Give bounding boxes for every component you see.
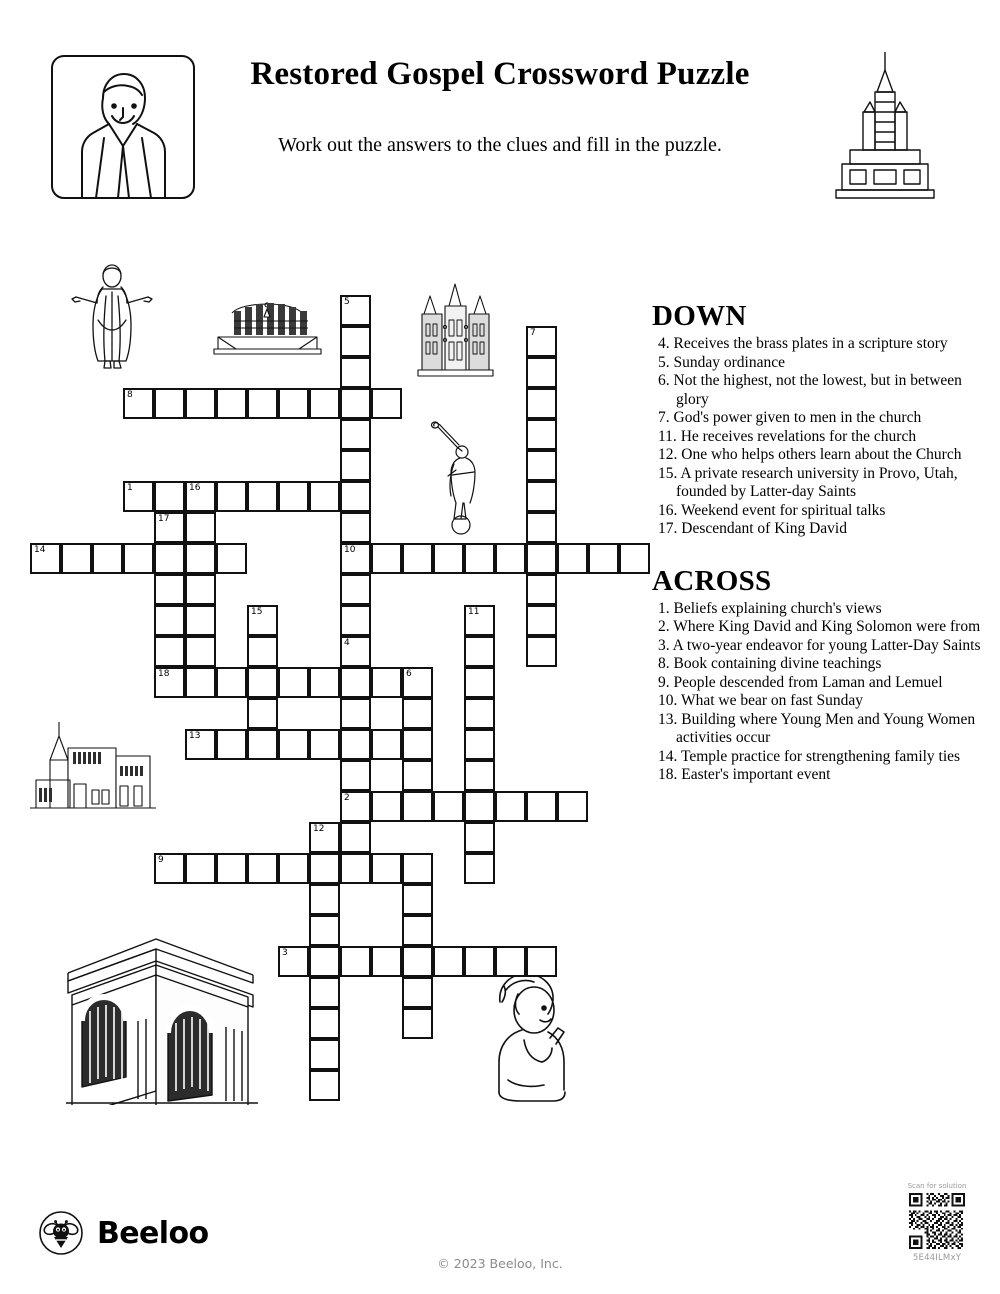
grid-cell[interactable] — [526, 388, 557, 419]
grid-cell[interactable] — [309, 667, 340, 698]
grid-cell[interactable] — [371, 791, 402, 822]
clue-text: One who helps others learn about the Church — [677, 446, 962, 463]
grid-cell[interactable] — [309, 1039, 340, 1070]
grid-cell[interactable] — [216, 543, 247, 574]
grid-cell[interactable] — [185, 543, 216, 574]
grid-cell[interactable] — [309, 853, 340, 884]
grid-cell[interactable] — [340, 450, 371, 481]
clue-number: 6. — [658, 372, 670, 389]
grid-cell[interactable] — [309, 977, 340, 1008]
grid-cell[interactable] — [402, 729, 433, 760]
bee-logo-icon — [38, 1210, 84, 1256]
grid-cell[interactable] — [495, 543, 526, 574]
grid-cell-start-15[interactable] — [247, 605, 278, 636]
clue-text: Descendant of King David — [677, 520, 847, 537]
clue-number: 2. — [658, 618, 670, 635]
grid-cell-number: 13 — [189, 731, 201, 741]
clue-text: Receives the brass plates in a scripture story — [669, 335, 948, 352]
grid-cell[interactable] — [526, 574, 557, 605]
grid-cell-number: 6 — [406, 669, 412, 679]
clue-text: Temple practice for strengthening family ties — [677, 747, 961, 765]
grid-cell[interactable] — [216, 388, 247, 419]
grid-cell[interactable] — [464, 791, 495, 822]
grid-cell[interactable] — [154, 388, 185, 419]
grid-cell[interactable] — [402, 884, 433, 915]
grid-cell[interactable] — [154, 543, 185, 574]
clue-item-down-17 — [650, 520, 990, 539]
clue-item-down-7 — [650, 409, 990, 428]
across-clue-list — [650, 600, 990, 785]
grid-cell[interactable] — [340, 760, 371, 791]
clue-item-down-5 — [650, 354, 990, 373]
clue-text: He receives revelations for the church — [676, 427, 917, 445]
grid-cell[interactable] — [309, 1070, 340, 1101]
clue-number: 11. — [658, 427, 677, 445]
clue-item-down-16 — [650, 502, 990, 521]
clue-item-across-13 — [650, 711, 990, 748]
grid-cell[interactable] — [340, 822, 371, 853]
grid-cell[interactable] — [526, 636, 557, 667]
grid-cell[interactable] — [92, 543, 123, 574]
jesus-christ-statue-icon — [62, 262, 162, 372]
grid-cell[interactable] — [402, 760, 433, 791]
clue-number: 17. — [658, 520, 678, 537]
clue-text: People descended from Laman and Lemuel — [669, 673, 943, 691]
clue-number: 1. — [658, 599, 670, 617]
grid-cell[interactable] — [340, 605, 371, 636]
grid-cell-start-12[interactable] — [309, 822, 340, 853]
clue-number: 9. — [658, 673, 670, 691]
clue-number: 7. — [658, 409, 670, 426]
grid-cell[interactable] — [557, 791, 588, 822]
grid-cell[interactable] — [495, 791, 526, 822]
clue-text: A private research university in Provo, Utah, founded by Latter-day Saints — [676, 464, 958, 500]
grid-cell[interactable] — [340, 481, 371, 512]
grid-cell[interactable] — [309, 946, 340, 977]
clue-text: Where King David and King Solomon were from — [669, 618, 981, 635]
grid-cell[interactable] — [526, 357, 557, 388]
grid-cell[interactable] — [278, 481, 309, 512]
grid-cell[interactable] — [371, 667, 402, 698]
grid-cell[interactable] — [340, 326, 371, 357]
grid-cell[interactable] — [402, 791, 433, 822]
grid-cell[interactable] — [433, 791, 464, 822]
grid-cell[interactable] — [340, 419, 371, 450]
conference-center-icon — [210, 295, 325, 355]
grid-cell[interactable] — [402, 1008, 433, 1039]
scan-for-solution-label: Scan for solution — [907, 1182, 967, 1190]
grid-cell[interactable] — [185, 667, 216, 698]
grid-cell-start-8[interactable] — [123, 388, 154, 419]
grid-cell-start-5[interactable] — [340, 295, 371, 326]
clue-text: Sunday ordinance — [669, 353, 785, 371]
clue-number: 4. — [658, 335, 670, 352]
clue-item-down-15 — [650, 465, 990, 502]
clue-item-across-10 — [650, 692, 990, 711]
grid-cell[interactable] — [340, 698, 371, 729]
grid-cell[interactable] — [340, 853, 371, 884]
clue-number: 18. — [658, 766, 678, 783]
grid-cell[interactable] — [278, 667, 309, 698]
grid-cell[interactable] — [371, 388, 402, 419]
grid-cell-number: 4 — [344, 638, 350, 648]
grid-cell-number: 10 — [344, 545, 356, 555]
grid-cell[interactable] — [371, 853, 402, 884]
clue-number: 16. — [658, 501, 678, 519]
grid-cell-start-9[interactable] — [154, 853, 185, 884]
grid-cell[interactable] — [402, 915, 433, 946]
salt-lake-temple-icon — [408, 282, 503, 392]
grid-cell[interactable] — [247, 729, 278, 760]
grid-cell[interactable] — [185, 636, 216, 667]
clue-text: Beliefs explaining church's views — [669, 599, 882, 617]
grid-cell-start-10[interactable] — [340, 543, 371, 574]
grid-cell-number: 9 — [158, 855, 164, 865]
down-heading: DOWN — [652, 300, 747, 332]
grid-cell[interactable] — [402, 853, 433, 884]
clue-text: God's power given to men in the church — [669, 409, 922, 426]
grid-cell[interactable] — [185, 853, 216, 884]
down-clue-list — [650, 335, 990, 539]
grid-cell-number: 12 — [313, 824, 325, 834]
grid-cell[interactable] — [309, 915, 340, 946]
grid-cell[interactable] — [185, 574, 216, 605]
across-heading: ACROSS — [652, 564, 772, 597]
grid-cell-number: 7 — [530, 328, 536, 338]
grid-cell[interactable] — [433, 946, 464, 977]
solution-qr-block — [892, 1182, 982, 1263]
grid-cell[interactable] — [464, 946, 495, 977]
grid-cell[interactable] — [123, 543, 154, 574]
grid-cell[interactable] — [278, 853, 309, 884]
grid-cell[interactable] — [278, 388, 309, 419]
grid-cell[interactable] — [340, 667, 371, 698]
grid-cell[interactable] — [278, 729, 309, 760]
grid-cell[interactable] — [216, 481, 247, 512]
grid-cell[interactable] — [309, 884, 340, 915]
grid-cell[interactable] — [340, 388, 371, 419]
clue-text: Building where Young Men and Young Women activities occur — [676, 710, 976, 746]
grid-cell-number: 14 — [34, 545, 46, 555]
clue-text: A two-year endeavor for young Latter-Day Saints — [669, 636, 981, 654]
grid-cell[interactable] — [309, 729, 340, 760]
grid-cell[interactable] — [464, 729, 495, 760]
grid-cell[interactable] — [340, 946, 371, 977]
grid-cell[interactable] — [464, 760, 495, 791]
grid-cell-number: 16 — [189, 483, 201, 493]
grid-cell-start-1[interactable] — [123, 481, 154, 512]
grid-cell[interactable] — [526, 481, 557, 512]
grid-cell[interactable] — [526, 450, 557, 481]
grid-cell[interactable] — [402, 698, 433, 729]
grid-cell[interactable] — [402, 543, 433, 574]
grid-cell[interactable] — [61, 543, 92, 574]
grid-cell[interactable] — [526, 512, 557, 543]
grid-cell-start-6[interactable] — [402, 667, 433, 698]
grid-cell[interactable] — [526, 419, 557, 450]
copyright-text: © 2023 Beeloo, Inc. — [437, 1256, 563, 1271]
visitors-center-icon — [58, 925, 263, 1105]
grid-cell[interactable] — [185, 605, 216, 636]
grid-cell[interactable] — [588, 543, 619, 574]
brand-logo — [38, 1210, 208, 1256]
grid-cell[interactable] — [340, 357, 371, 388]
grid-cell[interactable] — [247, 636, 278, 667]
grid-cell[interactable] — [309, 481, 340, 512]
grid-cell[interactable] — [340, 512, 371, 543]
grid-cell[interactable] — [216, 729, 247, 760]
grid-cell[interactable] — [371, 946, 402, 977]
clue-item-down-11 — [650, 428, 990, 447]
page-title: Restored Gospel Crossword Puzzle — [250, 56, 750, 92]
grid-cell-number: 3 — [282, 948, 288, 958]
clue-text: Weekend event for spiritual talks — [677, 501, 886, 519]
grid-cell[interactable] — [185, 388, 216, 419]
grid-cell-number: 15 — [251, 607, 263, 617]
clue-number: 15. — [658, 464, 678, 482]
grid-cell[interactable] — [216, 853, 247, 884]
grid-cell-start-11[interactable] — [464, 605, 495, 636]
grid-cell-start-7[interactable] — [526, 326, 557, 357]
temple-spire-icon — [820, 50, 950, 205]
grid-cell[interactable] — [309, 388, 340, 419]
grid-cell[interactable] — [464, 853, 495, 884]
grid-cell-number: 1 — [127, 483, 133, 493]
clue-item-across-1 — [650, 600, 990, 619]
clue-number: 8. — [658, 655, 670, 672]
page-footer — [0, 1170, 1000, 1294]
chapel-building-icon — [28, 718, 158, 813]
grid-cell[interactable] — [154, 636, 185, 667]
clue-number: 5. — [658, 353, 670, 371]
brand-name: Beeloo — [97, 1215, 209, 1251]
grid-cell-start-17[interactable] — [154, 512, 185, 543]
clue-item-across-3 — [650, 637, 990, 656]
grid-cell-number: 2 — [344, 793, 350, 803]
qr-code-icon[interactable] — [909, 1193, 965, 1249]
clues-panel — [650, 300, 990, 785]
grid-cell[interactable] — [340, 729, 371, 760]
grid-cell[interactable] — [464, 636, 495, 667]
grid-cell[interactable] — [526, 791, 557, 822]
grid-cell[interactable] — [247, 853, 278, 884]
clue-text: Book containing divine teachings — [669, 655, 882, 672]
grid-cell-start-18[interactable] — [154, 667, 185, 698]
clue-number: 12. — [658, 446, 678, 463]
grid-cell[interactable] — [495, 946, 526, 977]
grid-cell[interactable] — [402, 946, 433, 977]
grid-cell[interactable] — [154, 574, 185, 605]
clue-number: 13. — [658, 710, 678, 728]
grid-cell[interactable] — [154, 481, 185, 512]
clue-item-across-14 — [650, 748, 990, 767]
praying-child-icon — [478, 968, 583, 1103]
clue-text: Easter's important event — [677, 766, 831, 783]
grid-cell[interactable] — [464, 822, 495, 853]
grid-cell-start-2[interactable] — [340, 791, 371, 822]
grid-cell[interactable] — [247, 481, 278, 512]
clue-item-across-18 — [650, 766, 990, 785]
grid-cell[interactable] — [526, 605, 557, 636]
grid-cell-number: 18 — [158, 669, 170, 679]
grid-cell-start-16[interactable] — [185, 481, 216, 512]
grid-cell[interactable] — [619, 543, 650, 574]
grid-cell-start-13[interactable] — [185, 729, 216, 760]
clue-number: 10. — [658, 692, 678, 709]
clue-item-down-12 — [650, 446, 990, 465]
clue-item-across-8 — [650, 655, 990, 674]
clue-text: What we bear on fast Sunday — [677, 692, 864, 709]
grid-cell-number: 11 — [468, 607, 480, 617]
grid-cell-start-4[interactable] — [340, 636, 371, 667]
grid-cell[interactable] — [247, 667, 278, 698]
grid-cell-number: 5 — [344, 297, 350, 307]
grid-cell[interactable] — [216, 667, 247, 698]
clue-text: Not the highest, not the lowest, but in between glory — [669, 372, 962, 408]
grid-cell[interactable] — [185, 512, 216, 543]
grid-cell[interactable] — [526, 543, 557, 574]
grid-cell[interactable] — [464, 667, 495, 698]
grid-cell[interactable] — [402, 977, 433, 1008]
grid-cell[interactable] — [247, 698, 278, 729]
grid-cell[interactable] — [371, 543, 402, 574]
solution-code: 5E44ILMxY — [912, 1253, 962, 1263]
grid-cell-start-14[interactable] — [30, 543, 61, 574]
grid-cell[interactable] — [371, 729, 402, 760]
grid-cell[interactable] — [154, 605, 185, 636]
clue-number: 14. — [658, 747, 678, 765]
grid-cell[interactable] — [557, 543, 588, 574]
clue-item-down-6 — [650, 372, 990, 409]
grid-cell[interactable] — [433, 543, 464, 574]
clue-item-across-9 — [650, 674, 990, 693]
grid-cell-number: 8 — [127, 390, 133, 400]
grid-cell-start-3[interactable] — [278, 946, 309, 977]
grid-cell[interactable] — [464, 698, 495, 729]
clue-item-down-4 — [650, 335, 990, 354]
angel-moroni-icon — [430, 420, 485, 535]
page-subtitle: Work out the answers to the clues and fill in the puzzle. — [278, 134, 722, 156]
grid-cell[interactable] — [309, 1008, 340, 1039]
grid-cell[interactable] — [247, 388, 278, 419]
clue-number: 3. — [658, 636, 670, 654]
grid-cell[interactable] — [340, 574, 371, 605]
clue-item-across-2 — [650, 618, 990, 637]
grid-cell-number: 17 — [158, 514, 170, 524]
grid-cell[interactable] — [526, 946, 557, 977]
grid-cell[interactable] — [464, 543, 495, 574]
